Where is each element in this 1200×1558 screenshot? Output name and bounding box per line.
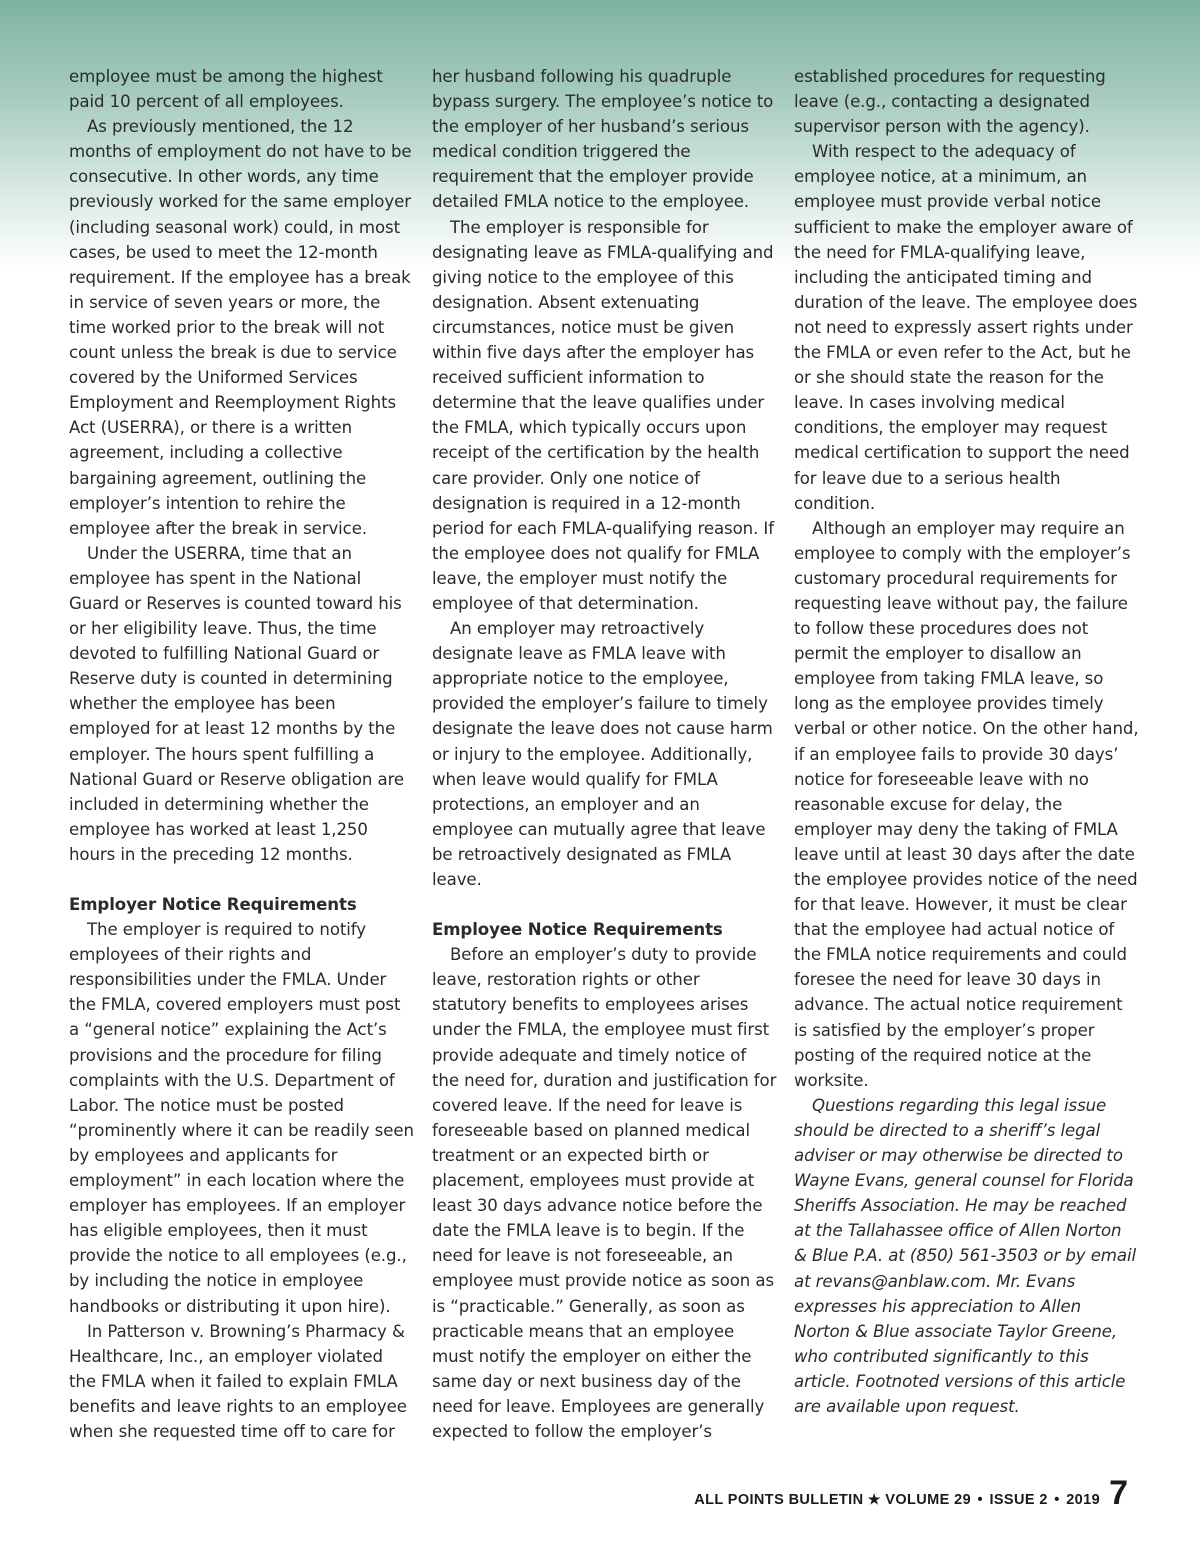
volume-label: VOLUME 29 (885, 1492, 972, 1508)
article-column-3 (794, 64, 1139, 1419)
star-icon: ★ (867, 1491, 881, 1507)
paragraph: Under the USERRA, time that an employee has spent in the National Guard or Reserves is counted toward his or her eligibility leave. Thus, the time devoted to fulfilling National Guard or Reserve duty is counted in determining whether the employee has been employed for at least 12 months by the employer. The hours spent fulfilling a National Guard or Reserve obligation are included in determining whether the employee has worked at least 1,250 hours in the preceding 12 months. (69, 543, 405, 864)
section-heading-employee-notice: Employee Notice Requirements (432, 920, 723, 940)
bullet-separator: • (977, 1492, 983, 1508)
article-column-2 (432, 64, 777, 1444)
year-label: 2019 (1066, 1492, 1101, 1508)
paragraph: employee must be among the highest paid 10 percent of all employees. (69, 67, 383, 112)
paragraph: An employer may retroactively designate leave as FMLA leave with appropriate notice to the employee, provided the employer’s failure to timely designate the leave does not cause harm or injury to the employee. Additionally, when leave would qualify for FMLA protections, an employer and an employee can mutually agree that leave be retroactively designated as FMLA leave. (432, 619, 773, 889)
paragraph: The employer is responsible for designating leave as FMLA-qualifying and giving notice to the employee of this designation. Absent extenuating circumstances, notice must be given within five days after the employer has received sufficient information to determine that the leave qualifies under the FMLA, which typically occurs upon receipt of the certification by the health care provider. Only one notice of designation is required in a 12-month period for each FMLA-qualifying reason. If the employee does not qualify for FMLA leave, the employer must notify the employee of that determination. (432, 217, 774, 613)
bullet-separator: • (1054, 1492, 1060, 1508)
author-note: Questions regarding this legal issue should be directed to a sheriff’s legal adviser or may otherwise be directed to Wayne Evans, general counsel for Florida Sheriffs Association. He may be reached at the Tallahassee office of Allen Norton & Blue P.A. at (850) 561-3503 or by email at revans@anblaw.com. Mr. Evans expresses his appreciation to Allen Norton & Blue associate Taylor Greene, who contributed significantly to this article. Footnoted versions of this article are available upon request. (794, 1095, 1136, 1416)
publication-line (694, 1491, 1100, 1508)
paragraph: The employer is required to notify employees of their rights and responsibilities under the FMLA. Under the FMLA, covered employers must post a “general notice” explaining the Act’s provisions and the procedure for filing complaints with the U.S. Department of Labor. The notice must be posted “prominently where it can be readily seen by employees and applicants for employment” in each location where the employer has employees. If an employer has eligible employees, then it must provide the notice to all employees (e.g., by including the notice in employee handbooks or distributing it upon hire). (69, 920, 414, 1316)
paragraph: Although an employer may require an employee to comply with the employer’s customary procedural requirements for requesting leave without pay, the failure to follow these procedures does not permit the employer to disallow an employee from taking FMLA leave, so long as the employee provides timely verbal or other notice. On the other hand, if an employee fails to provide 30 days’ notice for foreseeable leave with no reasonable excuse for delay, the employer may deny the taking of FMLA leave until at least 30 days after the date the employee provides notice of the need for that leave. However, it must be clear that the employee had actual notice of the FMLA notice requirements and could foresee the need for leave 30 days in advance. The actual notice requirement is satisfied by the employer’s proper posting of the required notice at the worksite. (794, 518, 1139, 1090)
section-heading-employer-notice: Employer Notice Requirements (69, 895, 357, 914)
paragraph: In Patterson v. Browning’s Pharmacy & Healthcare, Inc., an employer violated the FMLA when it failed to explain FMLA benefits and leave rights to an employee when she requested time off to care for (69, 1321, 407, 1441)
paragraph: As previously mentioned, the 12 months of employment do not have to be consecutive. In other words, any time previously worked for the same employer (including seasonal work) could, in most cases, be used to meet the 12-month requirement. If the employee has a break in service of seven years or more, the time worked prior to the break will not count unless the break is due to service covered by the Uniformed Services Employment and Reemployment Rights Act (USERRA), or there is a written agreement, including a collective bargaining agreement, outlining the employer’s intention to rehire the employee after the break in service. (69, 117, 412, 538)
issue-label: ISSUE 2 (989, 1492, 1048, 1508)
page-number: 7 (1109, 1474, 1128, 1512)
paragraph: Before an employer’s duty to provide leave, restoration rights or other statutory benefits to employees arises under the FMLA, the employee must first provide adequate and timely notice of the need for, duration and justification for covered leave. If the need for leave is foreseeable based on planned medical treatment or an expected birth or placement, employees must provide at least 30 days advance notice before the date the FMLA leave is to begin. If the need for leave is not foreseeable, an employee must provide notice as soon as is “practicable.” Generally, as soon as practicable means that an employee must notify the employer on either the same day or next business day of the need for leave. Employees are generally expected to follow the employer’s (432, 945, 777, 1441)
article-column-1 (69, 64, 414, 1444)
paragraph: established procedures for requesting leave (e.g., contacting a designated supervisor person with the agency). (794, 67, 1106, 137)
page-footer (694, 1476, 1128, 1510)
publication-name: ALL POINTS BULLETIN (694, 1492, 864, 1508)
paragraph: With respect to the adequacy of employee notice, at a minimum, an employee must provide verbal notice sufficient to make the employer aware of the need for FMLA-qualifying leave, including the anticipated timing and duration of the leave. The employee does not need to expressly assert rights under the FMLA or even refer to the Act, but he or she should state the reason for the leave. In cases involving medical conditions, the employer may request medical certification to support the need for leave due to a serious health condition. (794, 142, 1138, 513)
paragraph: her husband following his quadruple bypass surgery. The employee’s notice to the employer of her husband’s serious medical condition triggered the requirement that the employer provide detailed FMLA notice to the employee. (432, 67, 774, 212)
